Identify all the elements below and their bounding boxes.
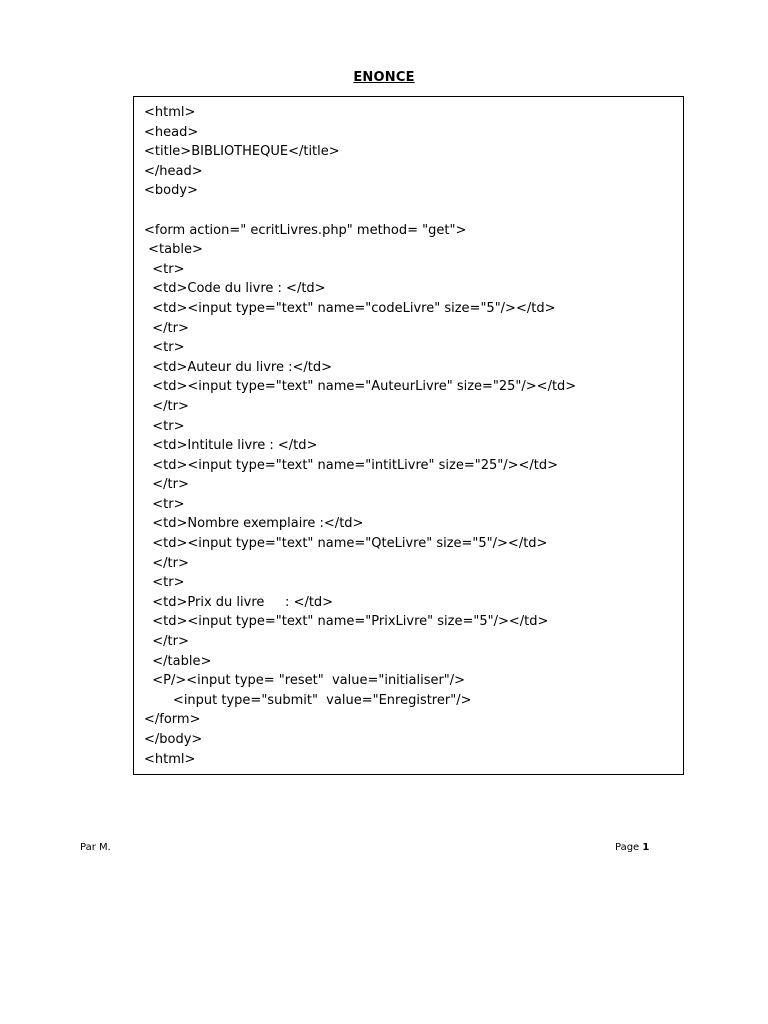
code-line: <table> <box>144 242 203 258</box>
code-line: <td><input type="text" name="AuteurLivre" size="25"/></td> <box>144 379 577 395</box>
footer-page-label: Page <box>615 842 640 853</box>
code-line: <title>BIBLIOTHEQUE</title> <box>144 144 340 160</box>
code-line: <td>Auteur du livre :</td> <box>144 359 332 375</box>
footer-page-number: 1 <box>642 842 650 853</box>
code-line: <html> <box>144 105 196 120</box>
footer-author: Par M. <box>80 842 111 853</box>
code-line: </body> <box>144 732 203 747</box>
code-line: <td>Code du livre : </td> <box>144 281 326 297</box>
code-line: <tr> <box>144 340 185 356</box>
code-line: </tr> <box>144 634 189 650</box>
code-line <box>144 201 683 221</box>
code-line: <td>Intitule livre : </td> <box>144 438 318 454</box>
code-listing-box <box>133 96 684 775</box>
code-line: <tr> <box>144 418 185 434</box>
code-line: <td>Prix du livre : </td> <box>144 594 334 610</box>
code-line: <tr> <box>144 496 185 512</box>
document-title: ENONCE <box>353 70 415 85</box>
code-line: </head> <box>144 163 203 179</box>
code-line: </tr> <box>144 320 189 336</box>
code-line: <P/><input type= "reset" value="initialiser"/> <box>144 673 466 689</box>
code-line: <td><input type="text" name="codeLivre" size="5"/></td> <box>144 300 556 316</box>
code-line: </tr> <box>144 555 189 571</box>
code-line: </table> <box>144 653 212 669</box>
code-line: <html> <box>144 751 196 767</box>
code-line: </tr> <box>144 477 189 493</box>
code-line: <input type="submit" value="Enregistrer"/> <box>144 692 472 708</box>
code-line: <td><input type="text" name="PrixLivre" size="5"/></td> <box>144 614 549 630</box>
code-line: <head> <box>144 124 199 140</box>
code-line: </tr> <box>144 398 189 414</box>
code-line: <tr> <box>144 261 185 277</box>
footer-page <box>615 842 649 853</box>
code-line: </form> <box>144 712 201 728</box>
code-line: <tr> <box>144 575 185 591</box>
code-line: <td>Nombre exemplaire :</td> <box>144 516 364 532</box>
code-line: <form action=" ecritLivres.php" method= "get"> <box>144 222 467 238</box>
code-line: <td><input type="text" name="QteLivre" size="5"/></td> <box>144 536 548 552</box>
code-line: <td><input type="text" name="intitLivre" size="25"/></td> <box>144 457 559 473</box>
code-line: <body> <box>144 183 198 199</box>
